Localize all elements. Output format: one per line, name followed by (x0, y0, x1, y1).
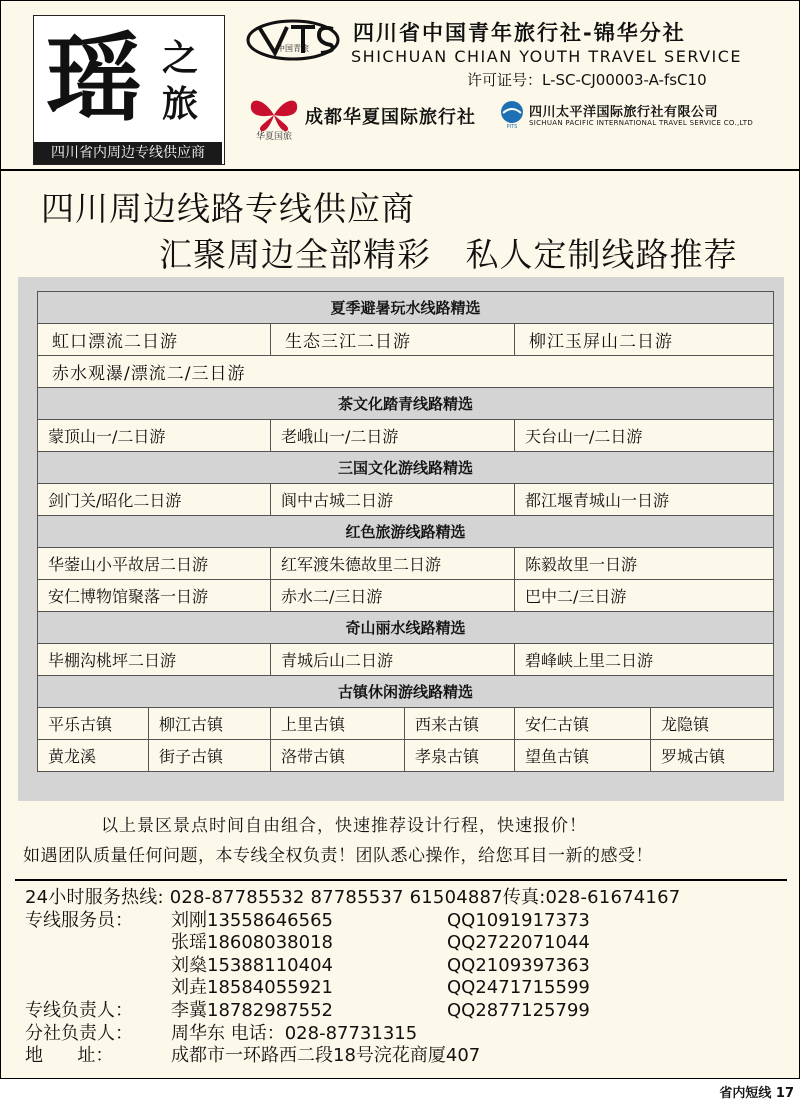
route-item: 华蓥山小平故居二日游 (38, 548, 271, 580)
manager-name-phone: 李冀18782987552 (171, 999, 333, 1021)
town-item: 上里古镇 (271, 708, 405, 740)
route-item: 柳江玉屏山二日游 (515, 324, 774, 356)
route-item: 巴中二/三日游 (515, 580, 774, 612)
logo-zhi: 之 (162, 37, 199, 79)
staff-qq: QQ2722071044 (447, 932, 590, 954)
route-table-panel (18, 277, 784, 801)
huaxia-agency-name: 成都华夏国际旅行社 (305, 107, 476, 128)
route-item: 蒙顶山一/二日游 (38, 420, 271, 452)
table-row (38, 580, 774, 612)
route-item: 阆中古城二日游 (271, 484, 515, 516)
staff-row (25, 955, 680, 978)
route-item: 碧峰峡上里二日游 (515, 644, 774, 676)
route-item: 赤水二/三日游 (271, 580, 515, 612)
town-item: 街子古镇 (149, 740, 271, 772)
huaxia-logo-text: 华夏国旅 (255, 132, 293, 141)
route-item: 天台山一/二日游 (515, 420, 774, 452)
staff-row (25, 932, 680, 955)
table-row (38, 420, 774, 452)
section-header-sanguo (38, 452, 774, 484)
town-item: 龙隐镇 (651, 708, 774, 740)
logo-tagline: 四川省内周边专线供应商 (34, 142, 222, 164)
pacific-logo-text: PITS (506, 124, 518, 129)
section-title: 古镇休闲游线路精选 (38, 676, 774, 708)
section-title: 茶文化踏青线路精选 (38, 388, 774, 420)
logo-lv: 旅 (162, 83, 199, 125)
route-item: 赤水观瀑/漂流二/三日游 (38, 356, 774, 388)
headline-sub: 汇聚周边全部精彩 私人定制线路推荐 (159, 235, 738, 274)
staff-name-phone: 刘刚13558646565 (171, 909, 333, 931)
route-item: 安仁博物馆聚落一日游 (38, 580, 271, 612)
page-footer: 省内短线 17 (719, 1086, 794, 1101)
branch-contact: 周华东 电话：028-87731315 (171, 1022, 418, 1044)
route-item: 红军渡朱德故里二日游 (271, 548, 515, 580)
section-header-tea (38, 388, 774, 420)
license-number: 许可证号：L-SC-CJ00003-A-fsC10 (467, 71, 707, 89)
route-item: 毕棚沟桃坪二日游 (38, 644, 271, 676)
staff-qq: QQ2471715599 (447, 977, 590, 999)
town-item: 望鱼古镇 (515, 740, 651, 772)
pacific-logo-icon (497, 99, 527, 129)
header-divider (1, 169, 799, 171)
town-item: 平乐古镇 (38, 708, 149, 740)
agency-english-name: SHICHUAN CHIAN YOUTH TRAVEL SERVICE (351, 47, 743, 66)
section-header-red (38, 516, 774, 548)
table-row (38, 548, 774, 580)
town-item: 孝泉古镇 (405, 740, 515, 772)
hotline: 24小时服务热线: 028-87785532 87785537 61504887传真:028-61674167 (25, 887, 681, 908)
yao-travel-logo (33, 15, 225, 165)
section-title: 三国文化游线路精选 (38, 452, 774, 484)
cyts-logo-icon (245, 17, 341, 63)
section-title: 红色旅游线路精选 (38, 516, 774, 548)
staff-qq: QQ1091917373 (447, 909, 590, 931)
table-row (38, 324, 774, 356)
staff-name-phone: 刘燊15388110404 (171, 954, 333, 976)
staff-label: 专线服务员： (25, 909, 133, 931)
branch-row (25, 1023, 680, 1046)
address: 成都市一环路西二段18号浣花商厦407 (171, 1045, 481, 1067)
logo-char: 瑶 (46, 22, 142, 135)
town-item: 西来古镇 (405, 708, 515, 740)
agency-name: 四川省中国青年旅行社-锦华分社 (353, 21, 686, 45)
staff-name-phone: 刘垚18584055921 (171, 977, 333, 999)
town-item: 洛带古镇 (271, 740, 405, 772)
table-row (38, 644, 774, 676)
section-title: 夏季避暑玩水线路精选 (38, 292, 774, 324)
manager-row (25, 1000, 680, 1023)
table-row (38, 708, 774, 740)
route-item: 老峨山一/二日游 (271, 420, 515, 452)
address-label: 地 址： (25, 1045, 114, 1067)
cyts-logo-text: 中国青旅 (277, 44, 309, 53)
table-row (38, 484, 774, 516)
section-header-towns (38, 676, 774, 708)
town-item: 安仁古镇 (515, 708, 651, 740)
staff-row (25, 910, 680, 933)
huaxia-logo-icon (243, 93, 305, 141)
route-table (37, 291, 774, 772)
route-item: 虹口漂流二日游 (38, 324, 271, 356)
address-row (25, 1045, 680, 1068)
table-row (38, 356, 774, 388)
manager-qq: QQ2877125799 (447, 999, 590, 1021)
staff-row (25, 977, 680, 1000)
staff-name-phone: 张瑶18608038018 (171, 932, 333, 954)
town-item: 黄龙溪 (38, 740, 149, 772)
pacific-english-name: SICHUAN PACIFIC INTERNATIONAL TRAVEL SERVICE CO.,LTD (529, 119, 754, 127)
notice-line-2: 如遇团队质量任何问题，本专线全权负责！团队悉心操作，给您耳目一新的感受！ (23, 846, 653, 866)
route-item: 陈毅故里一日游 (515, 548, 774, 580)
section-title: 奇山丽水线路精选 (38, 612, 774, 644)
contact-block (25, 887, 680, 1068)
manager-label: 专线负责人： (25, 999, 133, 1021)
route-item: 都江堰青城山一日游 (515, 484, 774, 516)
section-header-summer (38, 292, 774, 324)
route-item: 青城后山二日游 (271, 644, 515, 676)
contact-divider (15, 879, 787, 881)
headline-main: 四川周边线路专线供应商 (41, 189, 415, 228)
notice-line-1: 以上景区景点时间自由组合，快速推荐设计行程，快速报价！ (101, 816, 587, 836)
pacific-agency-name: 四川太平洋国际旅行社有限公司 (529, 105, 719, 120)
town-item: 罗城古镇 (651, 740, 774, 772)
header (1, 1, 799, 167)
branch-label: 分社负责人： (25, 1022, 133, 1044)
route-item: 生态三江二日游 (271, 324, 515, 356)
section-header-scenic (38, 612, 774, 644)
staff-qq: QQ2109397363 (447, 954, 590, 976)
table-row (38, 740, 774, 772)
route-item: 剑门关/昭化二日游 (38, 484, 271, 516)
town-item: 柳江古镇 (149, 708, 271, 740)
